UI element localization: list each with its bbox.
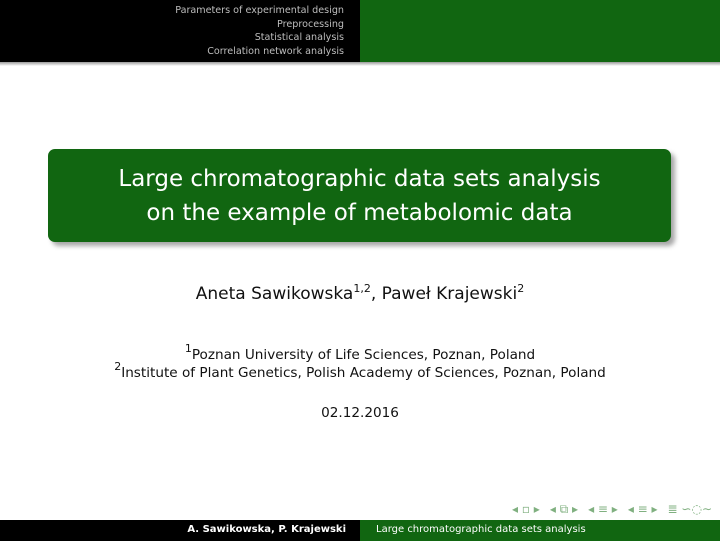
- author-separator: ,: [370, 284, 382, 304]
- nav-frame-icon[interactable]: ◂ ▫ ▸: [512, 502, 540, 516]
- footer-authors: A. Sawikowska, P. Krajewski: [0, 520, 360, 541]
- affiliation-1-text: Poznan University of Life Sciences, Poznan, Poland: [191, 347, 536, 363]
- section-navigation: [0, 0, 360, 62]
- title-line-1: Large chromatographic data sets analysis: [118, 165, 601, 192]
- affiliation-2: [0, 358, 720, 382]
- affiliation-2-mark: 2: [114, 360, 122, 373]
- nav-document-icon[interactable]: ◂ ≡ ▸: [627, 502, 658, 516]
- header-bar: [0, 0, 720, 62]
- author-2-affiliation-marks: 2: [517, 282, 525, 295]
- nav-section-icon[interactable]: ◂ ≡ ▸: [588, 502, 618, 516]
- header-bar-right: [360, 0, 720, 62]
- author-2: Paweł Krajewski: [381, 284, 518, 304]
- beamer-navigation-symbols: [512, 502, 712, 517]
- nav-section-parameters[interactable]: Parameters of experimental design: [175, 5, 344, 16]
- footer-bar: [0, 520, 720, 541]
- header-shadow: [0, 62, 720, 66]
- affiliation-2-text: Institute of Plant Genetics, Polish Academy of Sciences, Poznan, Poland: [121, 365, 606, 381]
- nav-section-preprocessing[interactable]: Preprocessing: [277, 18, 344, 30]
- nav-section-correlation[interactable]: Correlation network analysis: [207, 46, 344, 58]
- title-line-2: on the example of metabolomic data: [146, 199, 573, 226]
- nav-section-statistical[interactable]: Statistical analysis: [254, 32, 344, 44]
- footer-title: Large chromatographic data sets analysis: [360, 520, 720, 541]
- nav-search-icon[interactable]: ≣ ∽◌∼: [667, 502, 712, 516]
- title-block: [48, 149, 671, 242]
- affiliation-1-mark: 1: [184, 342, 192, 355]
- author-1: Aneta Sawikowska: [195, 284, 354, 304]
- author-1-affiliation-marks: 1,2: [353, 282, 371, 295]
- author-line: [0, 282, 720, 304]
- presentation-date: 02.12.2016: [321, 405, 399, 421]
- nav-subsection-icon[interactable]: ◂ ⧉ ▸: [549, 502, 579, 516]
